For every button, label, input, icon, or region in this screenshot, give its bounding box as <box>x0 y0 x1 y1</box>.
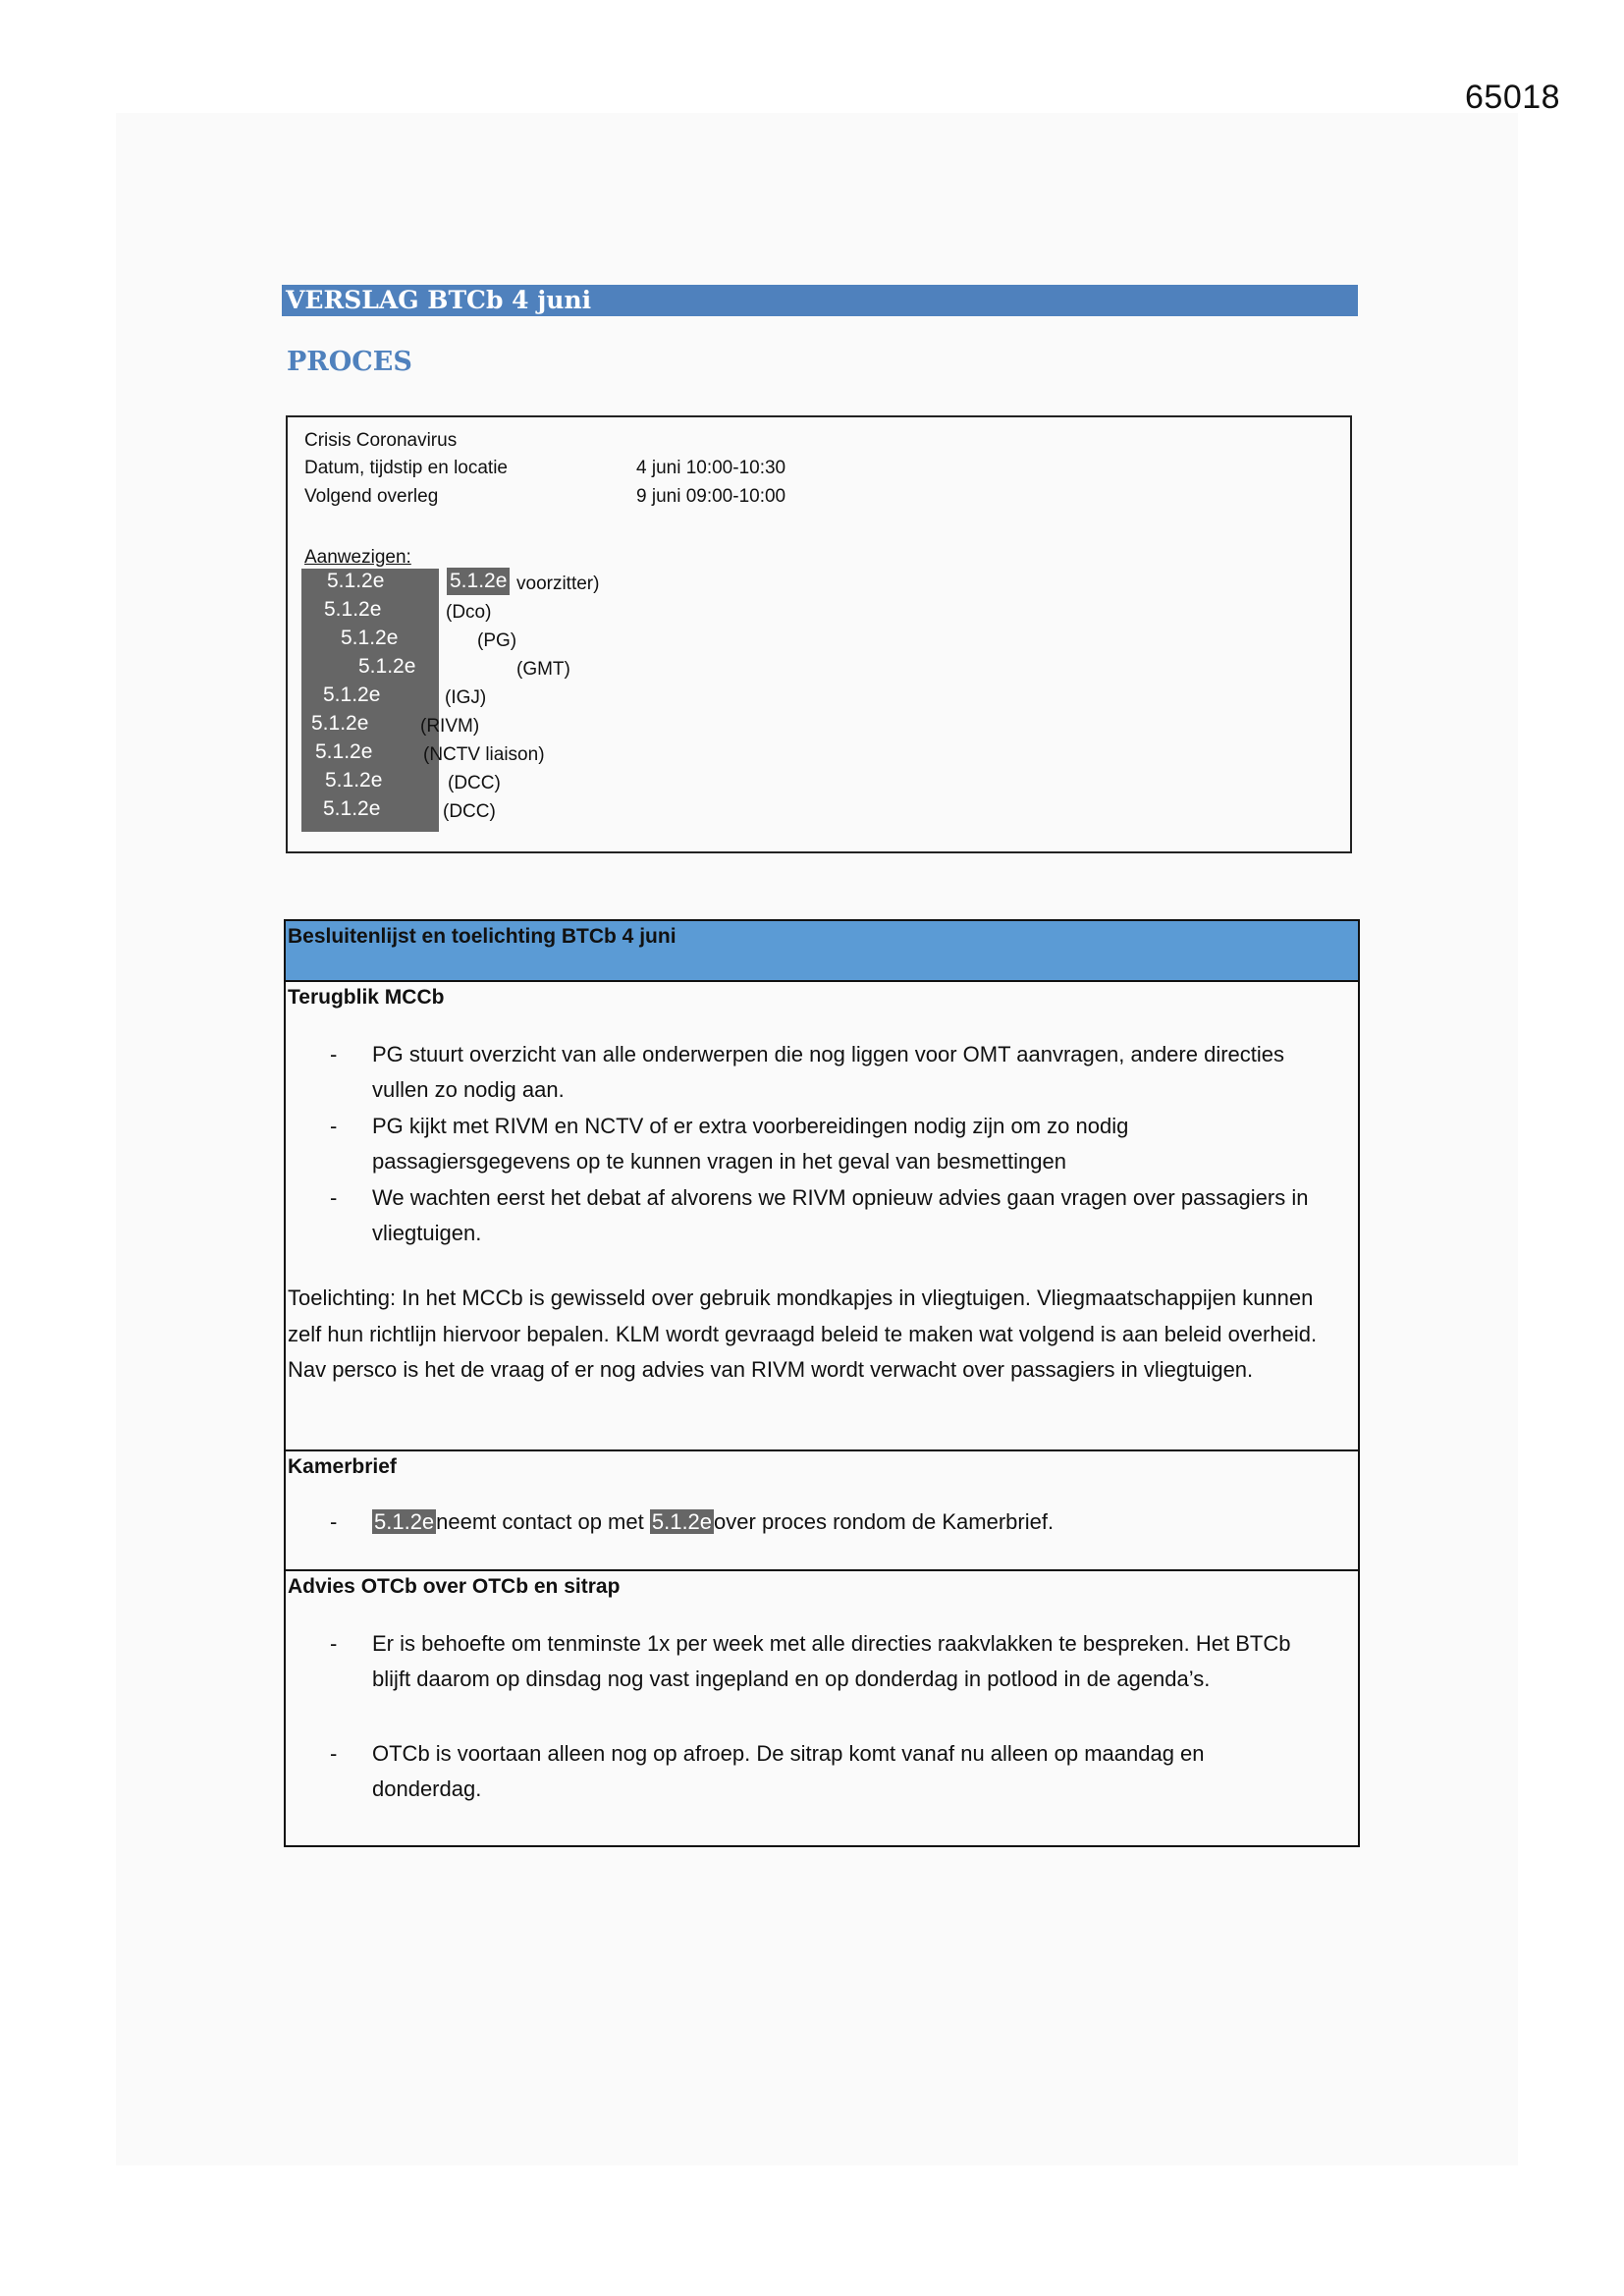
decisions-table-header: Besluitenlijst en toelichting BTCb 4 juni <box>286 921 1358 982</box>
attendee-role: (RIVM) <box>420 716 480 737</box>
datum-value: 4 juni 10:00-10:30 <box>636 458 786 478</box>
terugblik-bullet: We wachten eerst het debat af alvorens we RIVM opnieuw advies gaan vragen over passagiers in vliegtuigen. <box>372 1185 1309 1245</box>
attendees-label: Aanwezigen: <box>304 547 411 568</box>
attendee-redaction: 5.1.2e <box>323 683 381 706</box>
attendee-redaction: 5.1.2e <box>324 598 382 621</box>
bullet-dash: - <box>330 1509 338 1534</box>
terugblik-bullet: PG kijkt met RIVM en NCTV of er extra voorbereidingen nodig zijn om zo nodig passagiersgegevens op te kunnen vragen in het geval van besmettingen <box>372 1114 1129 1174</box>
volgend-overleg-label: Volgend overleg <box>304 486 439 507</box>
bullet-dash: - <box>330 1631 338 1656</box>
attendee-redaction: 5.1.2e <box>325 769 383 792</box>
bullet-dash: - <box>330 1185 338 1210</box>
document-title: VERSLAG BTCb 4 juni <box>282 285 1358 316</box>
bullet-dash: - <box>330 1042 338 1066</box>
attendee-redaction: 5.1.2e <box>311 712 369 735</box>
attendee-role: (DCC) <box>448 773 501 793</box>
attendee-redaction: 5.1.2e <box>315 740 373 763</box>
kamerbrief-heading: Kamerbrief <box>288 1455 397 1478</box>
attendee-redaction: 5.1.2e <box>323 797 381 820</box>
attendee-role: (IGJ) <box>445 687 487 708</box>
advies-heading: Advies OTCb over OTCb en sitrap <box>288 1575 621 1598</box>
advies-bullet: Er is behoefte om tenminste 1x per week met alle directies raakvlakken te bespreken. Het BTCb blijft daarom op dinsdag nog vast ingepland en op donderdag in potlood in de agenda’s. <box>372 1631 1291 1691</box>
advies-bullet: OTCb is voortaan alleen nog op afroep. De sitrap komt vanaf nu alleen op maandag en donderdag. <box>372 1741 1205 1801</box>
crisis-label: Crisis Coronavirus <box>304 430 458 451</box>
decisions-table <box>284 919 1360 1847</box>
attendee-redaction: 5.1.2e <box>341 627 399 649</box>
attendee-redaction: 5.1.2e <box>358 655 416 678</box>
process-info-box <box>286 415 1352 853</box>
attendee-redaction: 5.1.2e <box>327 570 385 592</box>
kamerbrief-bullet <box>372 1504 1315 1540</box>
attendee-role: (NCTV liaison) <box>423 744 545 765</box>
inline-redaction: 5.1.2e <box>374 1509 435 1534</box>
datum-label: Datum, tijdstip en locatie <box>304 458 508 478</box>
attendee-role: (Dco) <box>446 602 492 623</box>
attendee-redaction: 5.1.2e <box>447 568 510 595</box>
attendee-role: (DCC) <box>443 801 496 822</box>
bullet-dash: - <box>330 1741 338 1766</box>
inline-redaction: 5.1.2e <box>651 1509 713 1534</box>
toelichting-paragraph: Toelichting: In het MCCb is gewisseld over gebruik mondkapjes in vliegtuigen. Vliegmaatschappijen kunnen zelf hun richtlijn hiervoor bepalen. KLM wordt gevraagd beleid te maken wat volgend is aan beleid overheid. Nav persco is het de vraag of er nog advies van RIVM wordt verwacht over passagiers in vliegtuigen. <box>288 1285 1318 1382</box>
row-divider <box>286 1449 1358 1451</box>
terugblik-heading: Terugblik MCCb <box>288 986 445 1009</box>
bullet-dash: - <box>330 1114 338 1138</box>
attendee-role: (GMT) <box>516 659 570 680</box>
attendee-role: (PG) <box>477 630 517 651</box>
kamerbrief-text: over proces rondom de Kamerbrief. <box>714 1509 1055 1534</box>
attendee-role: voorzitter) <box>516 574 600 594</box>
page-number: 65018 <box>1465 79 1561 116</box>
volgend-overleg-value: 9 juni 09:00-10:00 <box>636 486 786 507</box>
kamerbrief-text: neemt contact op met <box>436 1509 644 1534</box>
terugblik-bullet: PG stuurt overzicht van alle onderwerpen die nog liggen voor OMT aanvragen, andere directies vullen zo nodig aan. <box>372 1042 1285 1102</box>
section-heading: PROCES <box>287 347 412 377</box>
